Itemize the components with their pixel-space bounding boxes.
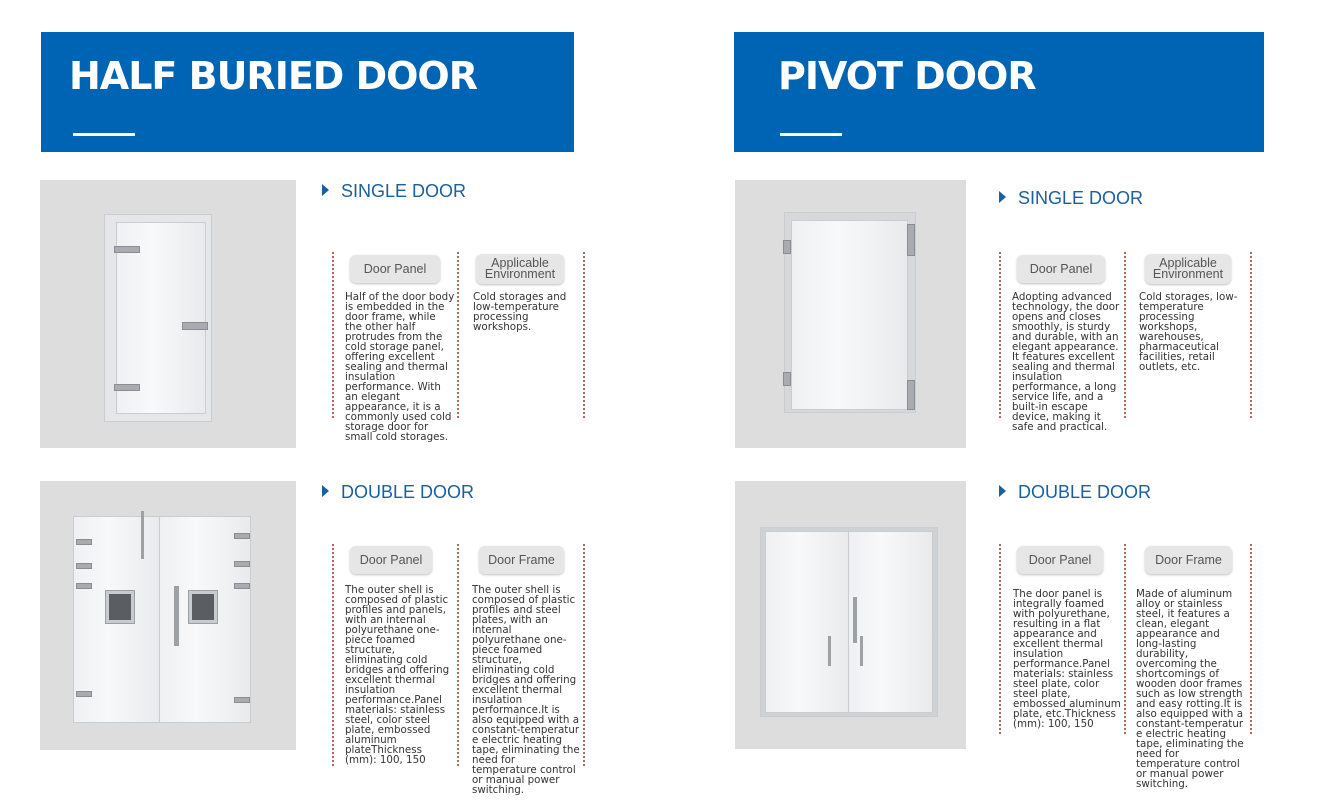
dotted-divider [999,544,1001,734]
hinge [76,563,92,569]
hinge [907,380,915,410]
door-window [106,591,134,623]
pivot-door-banner [734,32,1264,152]
half-buried-door-banner [41,32,574,152]
dotted-divider [1124,252,1126,418]
environment-description: Cold storages and low-temperature processing workshops. [473,291,567,333]
banner-title: PIVOT DOOR [778,54,1036,98]
triangle-bullet-icon [999,485,1006,497]
hinge [783,240,791,254]
latch-chain [141,511,144,559]
door-handle [828,636,831,666]
triangle-bullet-icon [322,485,329,497]
dotted-divider [332,544,334,766]
hinge [234,533,250,539]
banner-title: HALF BURIED DOOR [69,54,477,98]
door-frame-label: Door Frame [1145,546,1232,574]
door-handle [860,636,863,666]
door-panel-description: Half of the door body is embedded in the door frame, while the other half protrudes from the cold storage panel, offering excellent sealing and thermal insulation performance. With an elegant appearance, it is a commonly used cold storage door for small cold storages. [345,291,455,443]
hinge [114,384,140,391]
hinge [76,539,92,545]
triangle-bullet-icon [999,191,1006,203]
dotted-divider [583,252,585,418]
door-panel-description: Adopting advanced technology, the door opens and closes smoothly, is sturdy and durable, with an elegant appearance. It features excellent sealing and thermal insulation performance, a long service life, and a built-in escape device, making it safe and practical. [1012,291,1120,433]
door-frame-description: The outer shell is composed of plastic profiles and steel plates, with an internal polyurethane one-piece foamed structure, eliminating cold bridges and offering excellent thermal insulation performance.It is also equipped with a constant-temperatur e electric heating tape, eliminating the need for temperature control or manual power switching. [472,584,580,796]
dotted-divider [457,544,459,766]
hinge [114,246,140,253]
dotted-divider [457,252,459,418]
dotted-divider [1250,544,1252,734]
hinge [783,372,791,386]
door-panel-description: The door panel is integrally foamed with polyurethane, resulting in a flat appearance and excellent thermal insulation performance.Panel materials: stainless steel plate, color steel plate, embossed aluminum plate, etc.Thickness (mm): 100, 150 [1013,588,1121,730]
applicable-environment-label: Applicable Environment [1145,254,1231,284]
double-door-title: DOUBLE DOOR [999,482,1151,503]
single-door-title: SINGLE DOOR [322,181,466,202]
dotted-divider [583,544,585,766]
applicable-environment-label: Applicable Environment [476,254,564,284]
dotted-divider [999,252,1001,418]
hinge [234,697,250,703]
door-handle [174,586,179,646]
hinge [234,583,250,589]
door-panel-description: The outer shell is composed of plastic profiles and panels, with an internal polyurethane one-piece foamed structure, eliminating cold bridges and offering excellent thermal insulation performance.Panel materials: stainless steel, color steel plate, embossed aluminum plateThickness (mm): 100, 150 [345,584,450,766]
hinge [907,224,915,256]
hinge [234,561,250,567]
dotted-divider [1124,544,1126,734]
handle [182,322,208,330]
hinge [76,583,92,589]
door-panel-label: Door Panel [1017,546,1103,574]
door-panel-label: Door Panel [1017,255,1105,283]
door-leaf [791,220,908,410]
dotted-divider [332,252,334,418]
pivot-double-door-photo [735,481,966,749]
door-frame-description: Made of aluminum alloy or stainless steel, it features a clean, elegant appearance and long-lasting durability, overcoming the shortcomings of wooden door frames such as low strength and easy rotting.It is also equipped with a constant-temperatur e electric heating tape, eliminating the need for temperature control or manual power switching. [1136,588,1244,790]
door-window [189,591,217,623]
double-door-title: DOUBLE DOOR [322,482,474,503]
pivot-single-door-photo [735,180,966,448]
half-buried-single-door-photo [40,180,296,448]
door-leaf-right [848,531,933,713]
door-panel-label: Door Panel [350,255,440,283]
door-leaf-left [765,531,850,713]
door-panel-label: Door Panel [350,546,432,574]
half-buried-double-door-photo [40,481,296,750]
banner-underline [780,133,842,136]
dotted-divider [1250,252,1252,418]
single-door-title: SINGLE DOOR [999,188,1143,209]
triangle-bullet-icon [322,184,329,196]
environment-description: Cold storages, low-temperature processing workshops, warehouses, pharmaceutical facilities, retail outlets, etc. [1139,291,1238,373]
hinge [76,691,92,697]
door-handle [853,597,857,643]
banner-underline [73,133,135,136]
door-frame-label: Door Frame [479,546,564,574]
